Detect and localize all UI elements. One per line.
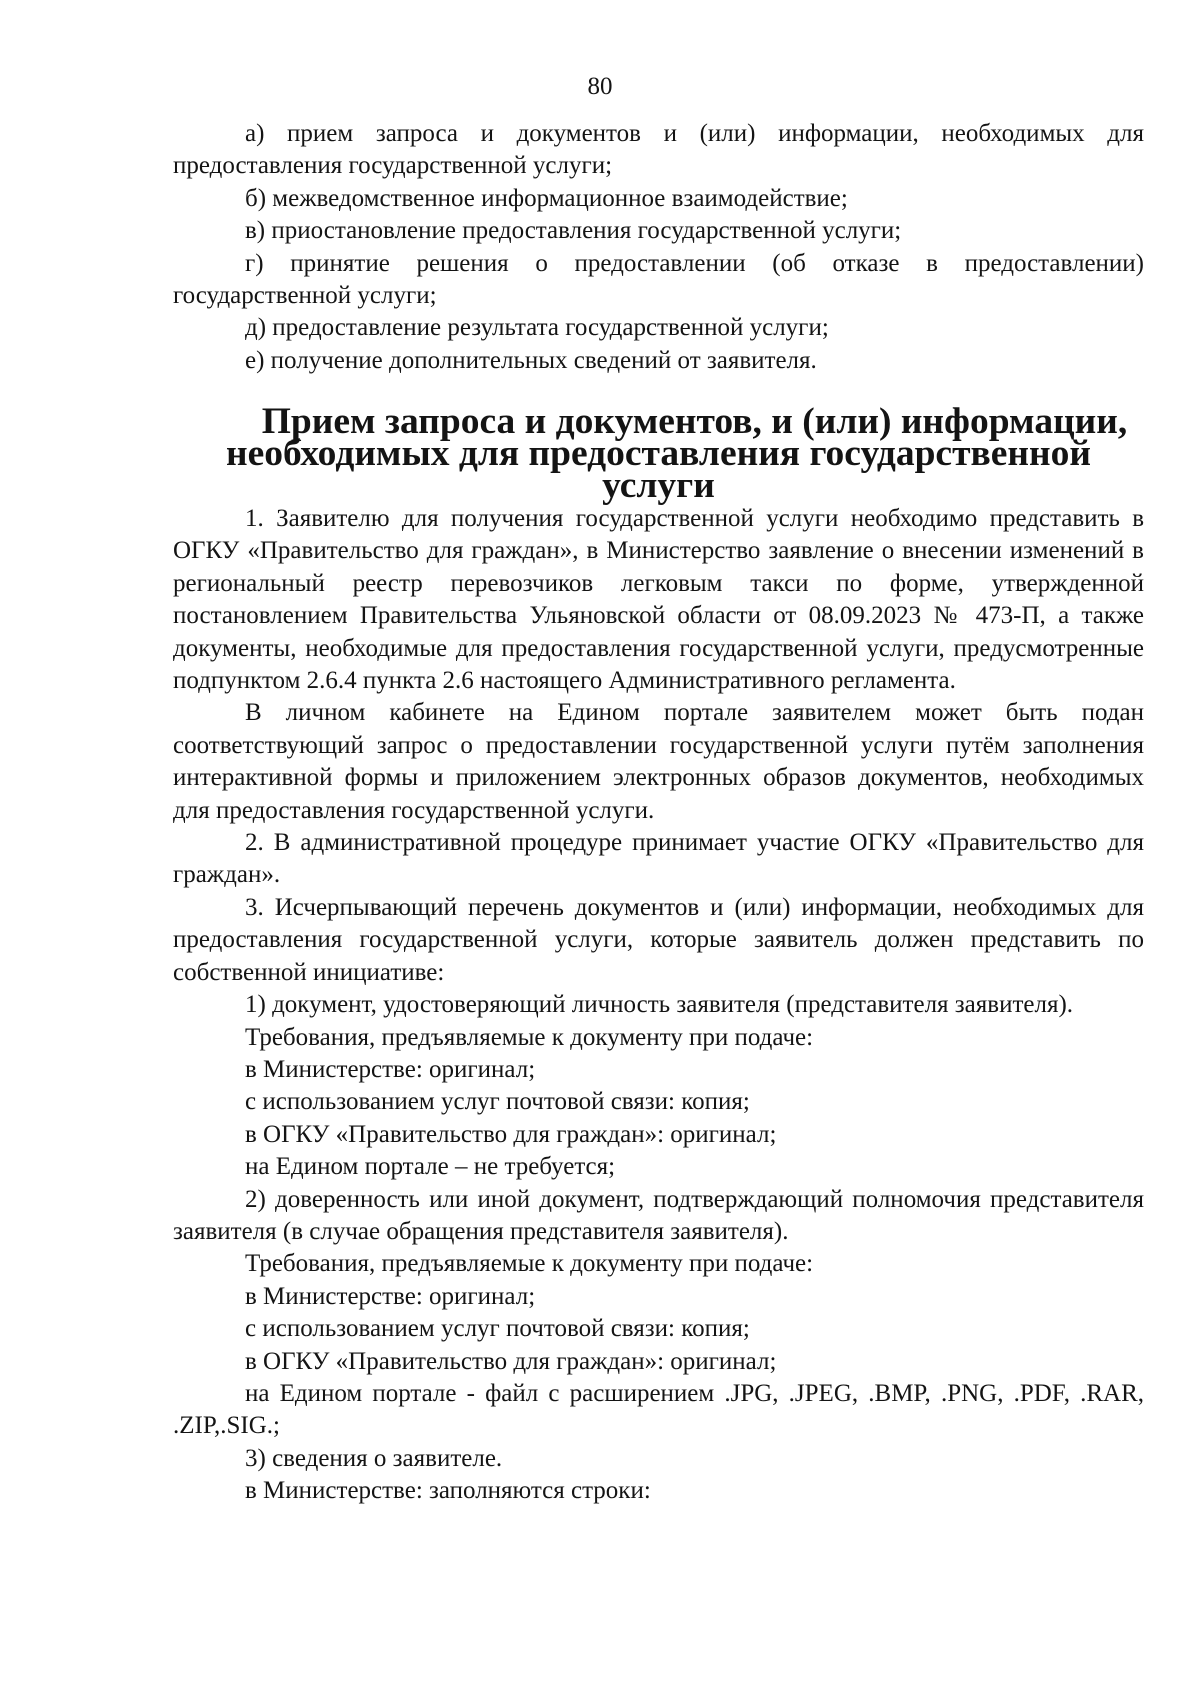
paragraph: в) приостановление предоставления государственной услуги; (245, 217, 902, 245)
paragraph: с использованием услуг почтовой связи: копия; (245, 1315, 750, 1343)
paragraph: е) получение дополнительных сведений от заявителя. (245, 346, 817, 374)
paragraph: г) принятие решения о предоставлении (об отказе в предоставлении) государственной услуги; (173, 249, 1144, 310)
paragraph: д) предоставление результата государственной услуги; (245, 314, 829, 342)
paragraph: 3) сведения о заявителе. (245, 1444, 503, 1472)
paragraph: 1. Заявителю для получения государственной услуги необходимо представить в ОГКУ «Правительство для граждан», в Министерство заявление о внесении изменений в региональный реестр перевозчиков легковым такси по форме, утвержденной постановлением Правительства Ульяновской области от 08.09.2023 № 473-П, а также документы, необходимые для предоставления государственной услуги, предусмотренные подпунктом 2.6.4 пункта 2.6 настоящего Административного регламента. (173, 505, 1144, 695)
paragraph: на Едином портале – не требуется; (245, 1153, 616, 1181)
paragraph: Требования, предъявляемые к документу при подаче: (245, 1250, 814, 1278)
paragraph: б) межведомственное информационное взаимодействие; (245, 184, 848, 212)
paragraph: Требования, предъявляемые к документу при подаче: (245, 1023, 814, 1051)
procedure-list (173, 118, 1144, 377)
section-body (173, 503, 1144, 1508)
paragraph: В личном кабинете на Едином портале заявителем может быть подан соответствующий запрос о предоставлении государственной услуги путём заполнения интерактивной формы и приложением электронных образов документов, необходимых для предоставления государственной услуги. (173, 699, 1144, 824)
paragraph: в Министерстве: заполняются строки: (245, 1477, 651, 1505)
section-heading: Прием запроса и документов, и (или) информации, необходимых для предоставления государственной услуги (226, 401, 1128, 506)
paragraph: в ОГКУ «Правительство для граждан»: оригинал; (245, 1347, 777, 1375)
paragraph: в Министерстве: оригинал; (245, 1055, 536, 1083)
paragraph: в ОГКУ «Правительство для граждан»: оригинал; (245, 1120, 777, 1148)
paragraph: 2) доверенность или иной документ, подтверждающий полномочия представителя заявителя (в случае обращения представителя заявителя). (173, 1185, 1144, 1245)
page-number: 80 (587, 73, 613, 100)
paragraph: 3. Исчерпывающий перечень документов и (или) информации, необходимых для предоставления государственной услуги, которые заявитель должен представить по собственной инициативе: (173, 893, 1144, 986)
paragraph: на Едином портале - файл с расширением .JPG, .JPEG, .BMP, .PNG, .PDF, .RAR, .ZIP,.SIG.; (173, 1379, 1144, 1440)
paragraph: с использованием услуг почтовой связи: копия; (245, 1088, 750, 1116)
paragraph: 1) документ, удостоверяющий личность заявителя (представителя заявителя). (245, 991, 1074, 1019)
paragraph: в Министерстве: оригинал; (245, 1282, 536, 1310)
paragraph: а) прием запроса и документов и (или) информации, необходимых для предоставления государственной услуги; (173, 120, 1144, 180)
paragraph: 2. В административной процедуре принимает участие ОГКУ «Правительство для граждан». (173, 829, 1144, 889)
